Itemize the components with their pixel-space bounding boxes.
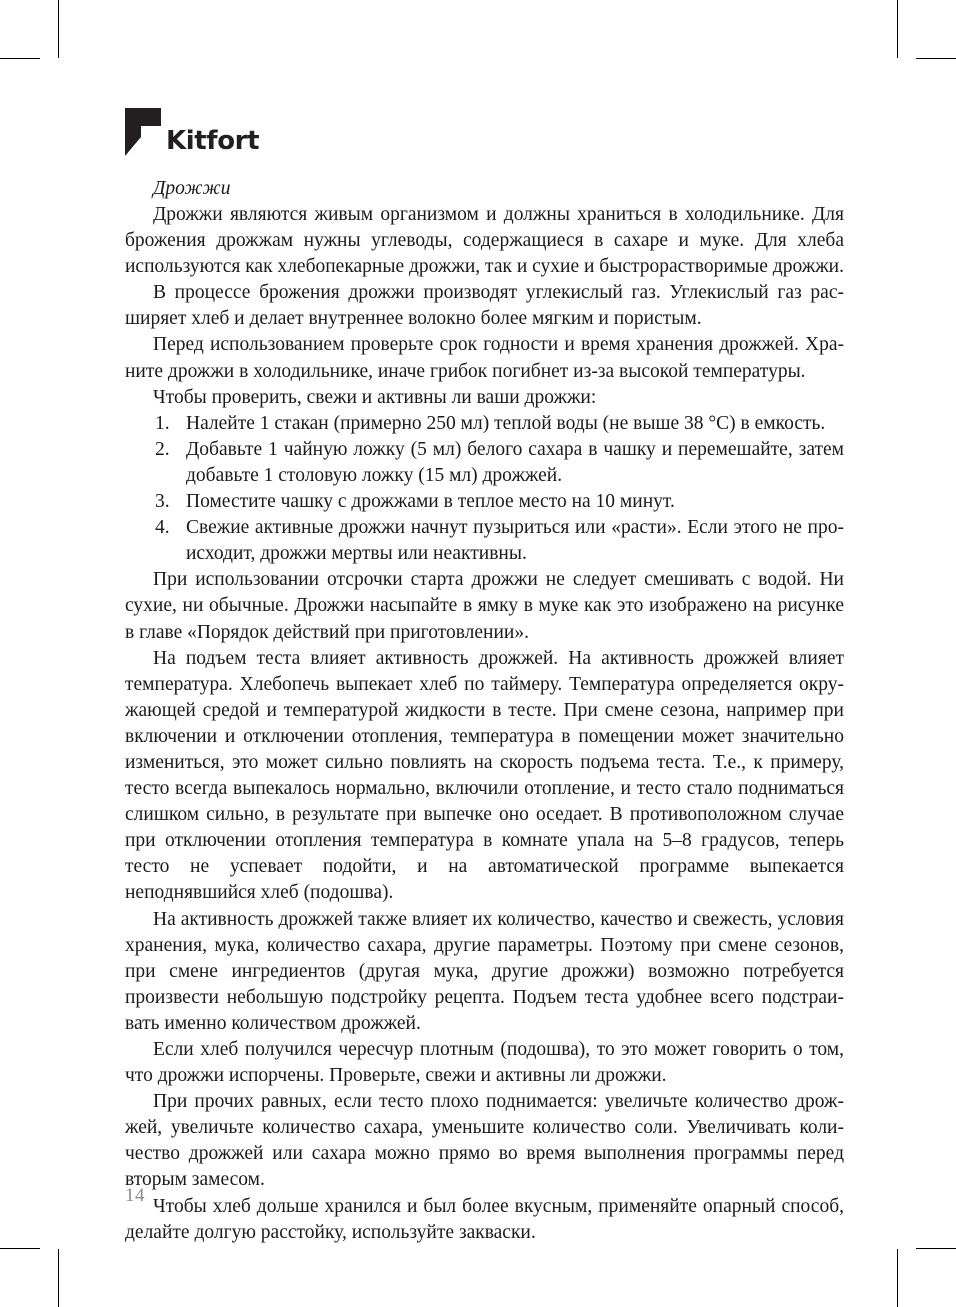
- paragraph-after-4: Если хлеб получился чересчур плотным (подошва), то это может говорить о том, что дрожжи испорчены. Проверьте, свежи и активны ли дрожжи.: [125, 1039, 844, 1087]
- list-item-text: Добавьте 1 чайную ложку (5 мл) белого сахара в чашку и перемешайте, затем добавьте 1 столовую ложку (15 мл) дрожжей.: [186, 438, 844, 486]
- list-item-text: Поместите чашку с дрожжами в теплое место на 10 минут.: [186, 491, 675, 513]
- crop-mark-bottom-right-vertical: [897, 1249, 898, 1307]
- list-item: [125, 437, 844, 489]
- yeast-test-steps-list: [125, 411, 844, 568]
- crop-mark-bottom-right-horizontal: [916, 1248, 956, 1249]
- list-item: [125, 489, 844, 515]
- crop-mark-bottom-left-horizontal: [0, 1248, 40, 1249]
- paragraph-after-6: Чтобы хлеб дольше хранился и был более вкусным, применяйте опарный способ, делайте долгую расстойку, используйте закваски.: [125, 1195, 844, 1243]
- crop-mark-top-left-horizontal: [0, 58, 40, 59]
- list-item-text: Свежие активные дрожжи начнут пузыриться или «расти». Если этого не происходит, дрожжи мертвы или неактивны.: [186, 517, 844, 565]
- crop-mark-top-right-horizontal: [916, 58, 956, 59]
- list-item: [125, 411, 844, 437]
- list-item: [125, 515, 844, 567]
- page-number: 14: [125, 1185, 145, 1206]
- brand-logo: [125, 108, 259, 156]
- crop-mark-bottom-left-vertical: [58, 1249, 59, 1307]
- article-body: [125, 176, 844, 1246]
- section-heading: Дрожжи: [153, 178, 231, 199]
- list-item-text: Налейте 1 стакан (примерно 250 мл) теплой воды (не выше 38 °C) в емкость.: [186, 412, 826, 434]
- crop-mark-top-right-vertical: [897, 0, 898, 58]
- paragraph-intro-2: В процессе брожения дрожжи производят углекислый газ. Углекислый газ расширяет хлеб и делает внутреннее волокно более мягким и пористым.: [125, 282, 844, 330]
- paragraph-after-2: На подъем теста влияет активность дрожжей. На активность дрожжей влияет температура. Хлебопечь выпекает хлеб по таймеру. Температура определяется окружающей средой и температурой жидкости в тесте. При смене сезона, например при включении и отключении отопления, температура в помещении может значительно измениться, это может сильно повлиять на скорость подъема теста. Т.е., к примеру, тесто всегда выпекалось нормально, включили отопление, и тесто стало подниматься слишком сильно, в результате при выпечке оно оседает. В противоположном случае при отключении отопления температура в комнате упала на 5–8 градусов, теперь тесто не успевает подойти, и на автоматической программе выпекается неподнявшийся хлеб (подошва).: [125, 647, 844, 904]
- crop-mark-top-left-vertical: [58, 0, 59, 58]
- paragraph-after-3: На активность дрожжей также влияет их количество, качество и свежесть, условия хранения, мука, количество сахара, другие параметры. Поэтому при смене сезонов, при смене ингредиентов (другая мука, другие дрожжи) возможно потребуется произвести небольшую подстройку рецепта. Подъем теста удобнее всего подстраивать именно количеством дрожжей.: [125, 908, 844, 1034]
- paragraph-intro-3: Перед использованием проверьте срок годности и время хранения дрожжей. Храните дрожжи в холодильнике, иначе грибок погибнет из-за высокой температуры.: [125, 334, 844, 382]
- kitfort-shield-logo-icon: [125, 108, 161, 156]
- paragraph-after-1: При использовании отсрочки старта дрожжи не следует смешивать с водой. Ни сухие, ни обычные. Дрожжи насыпайте в ямку в муке как это изображено на рисунке в главе «Порядок действий при приготовлении».: [125, 569, 844, 643]
- paragraph-intro-1: Дрожжи являются живым организмом и должны храниться в холодильнике. Для брожения дрожжам нужны углеводы, содержащиеся в сахаре и муке. Для хлеба используются как хлебопекарные дрожжи, так и сухие и быстрорастворимые дрожжи.: [125, 204, 844, 278]
- paragraph-after-5: При прочих равных, если тесто плохо поднимается: увеличьте количество дрожжей, увеличьте количество сахара, уменьшите количество соли. Увеличивать количество дрожжей или сахара можно прямо во время выполнения программы перед вторым замесом.: [125, 1091, 844, 1191]
- document-page: [125, 0, 844, 1307]
- brand-name: Kitfort: [166, 126, 260, 156]
- paragraph-intro-4: Чтобы проверить, свежи и активны ли ваши дрожжи:: [153, 386, 597, 408]
